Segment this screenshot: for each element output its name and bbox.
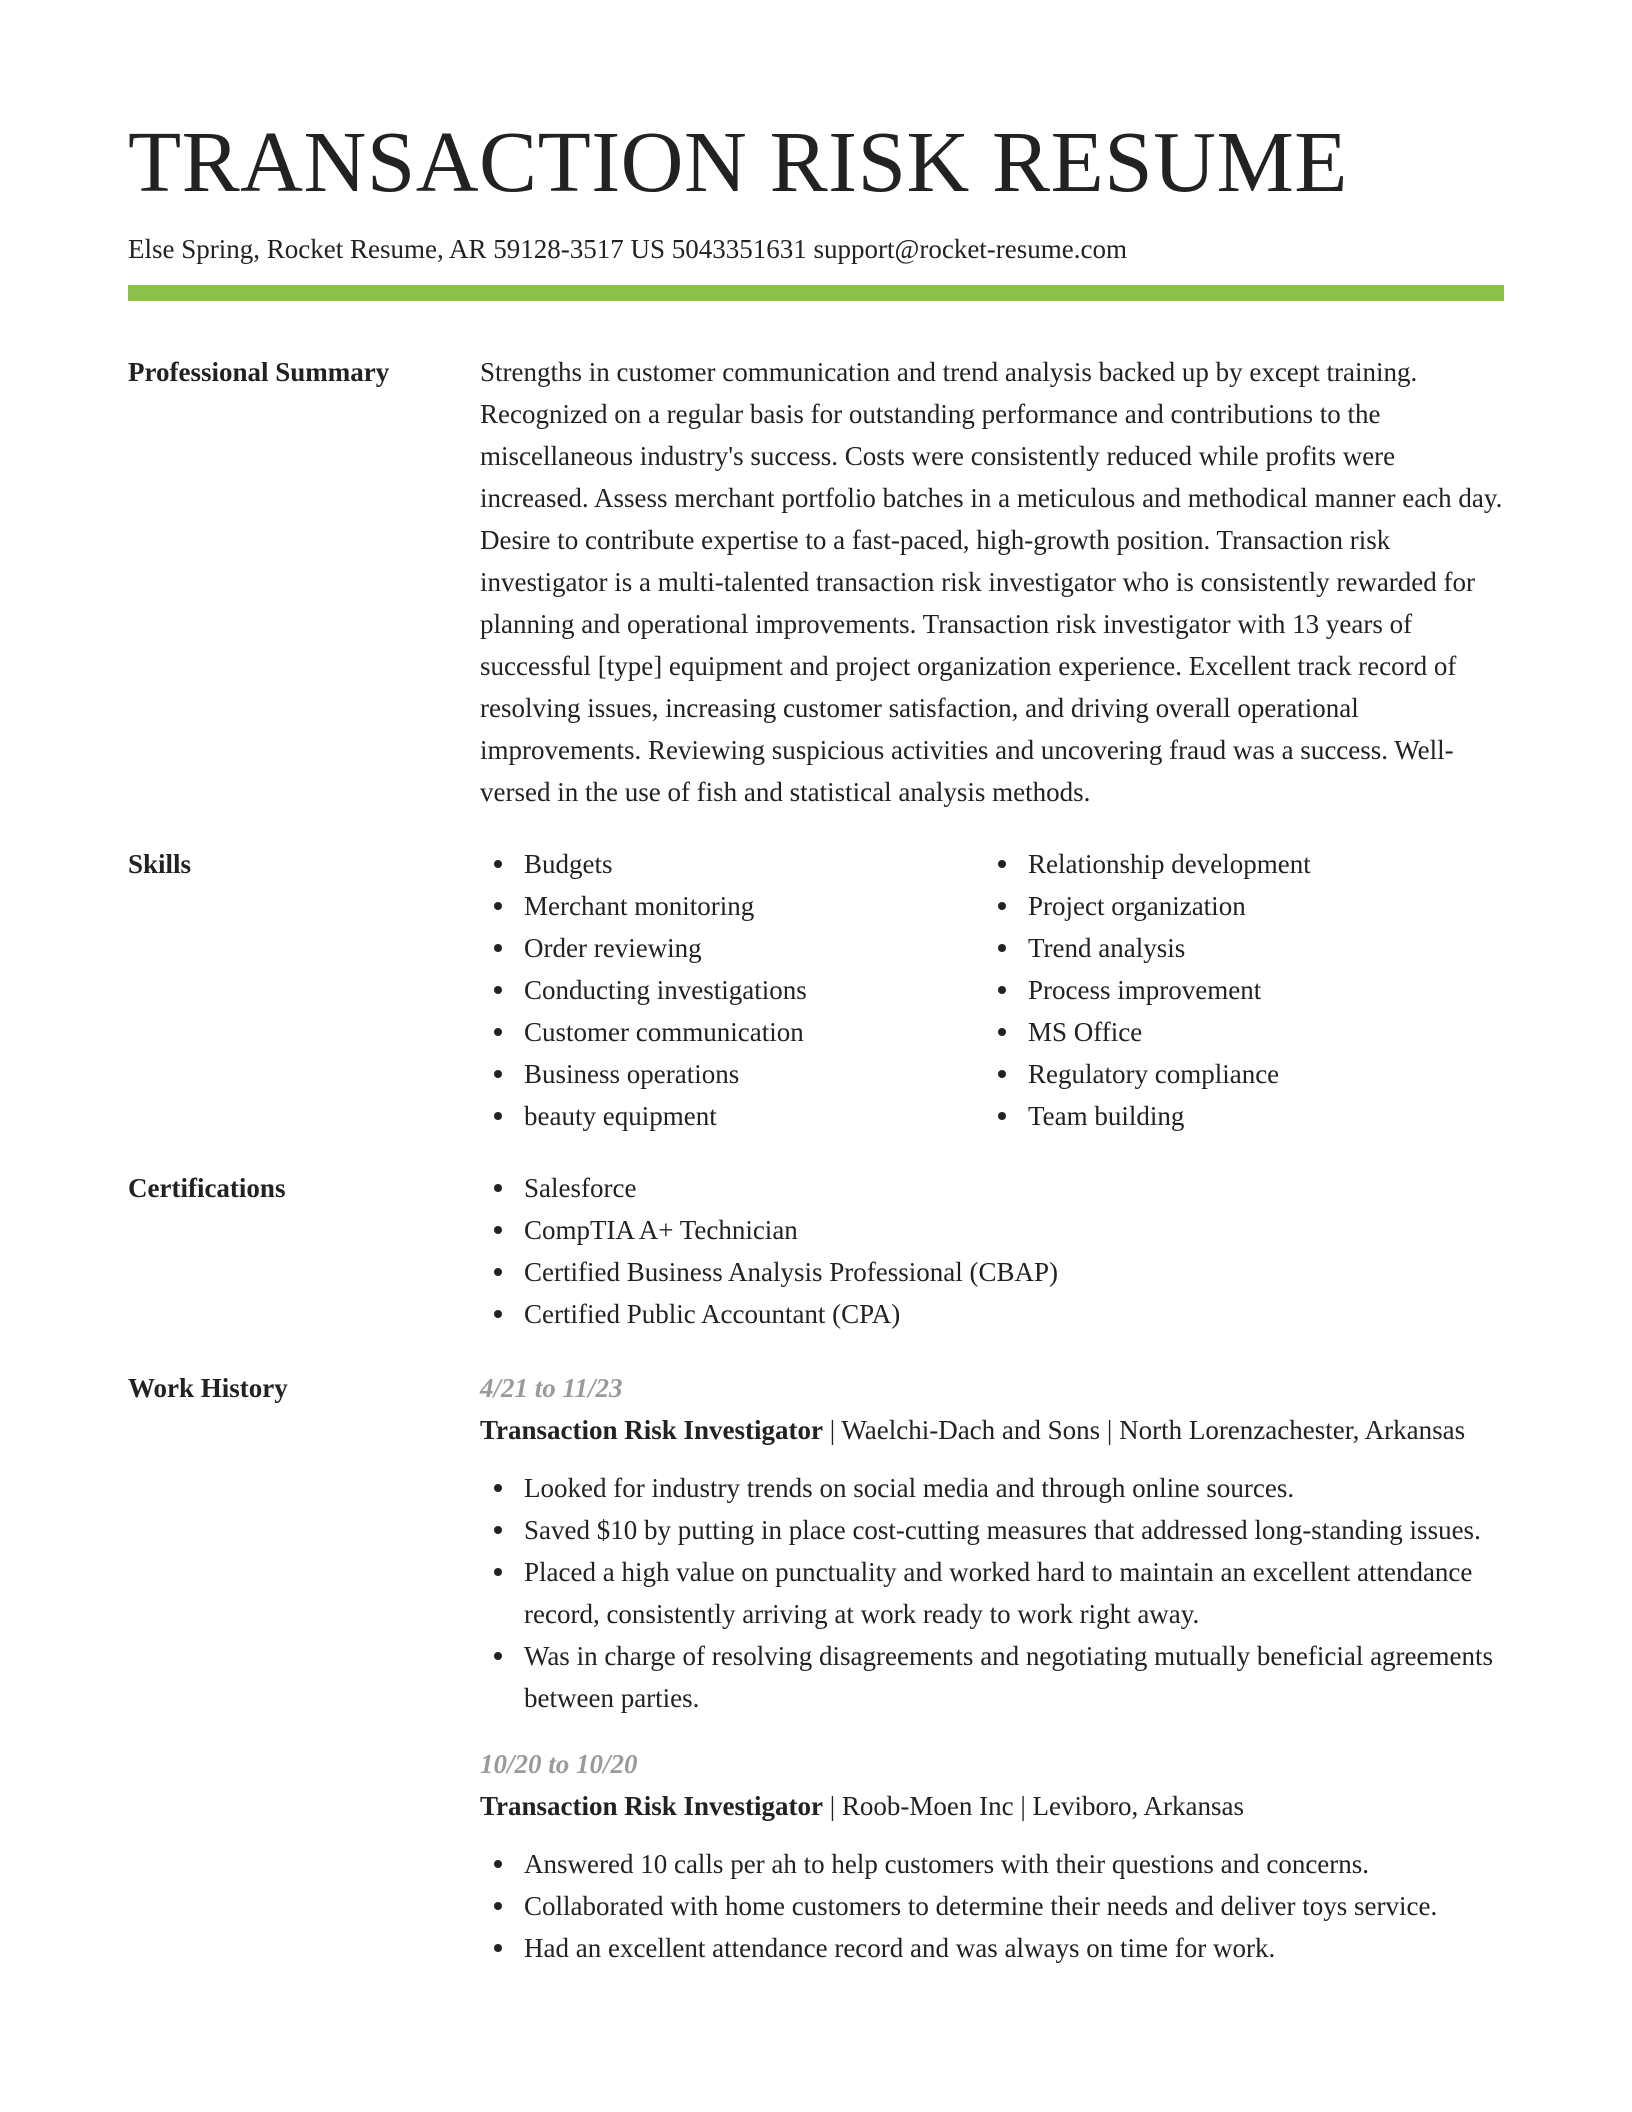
work-history-section bbox=[128, 1367, 1504, 1969]
skill-item: Conducting investigations bbox=[480, 969, 984, 1011]
certification-item: Salesforce bbox=[480, 1167, 1504, 1209]
job-heading bbox=[480, 1785, 1504, 1827]
skill-item: Business operations bbox=[480, 1053, 984, 1095]
skill-item: Relationship development bbox=[984, 843, 1488, 885]
skill-item: Regulatory compliance bbox=[984, 1053, 1488, 1095]
skill-item: Project organization bbox=[984, 885, 1488, 927]
skill-item: Process improvement bbox=[984, 969, 1488, 1011]
job-employer-location: | Waelchi-Dach and Sons | North Lorenzachester, Arkansas bbox=[823, 1415, 1466, 1445]
skill-item: Order reviewing bbox=[480, 927, 984, 969]
contact-info: Else Spring, Rocket Resume, AR 59128-3517 US 5043351631 support@rocket-resume.com bbox=[128, 234, 1127, 264]
job-duty-item: Saved $10 by putting in place cost-cutting measures that addressed long-standing issues. bbox=[480, 1509, 1504, 1551]
summary-text: Strengths in customer communication and trend analysis backed up by except training. Recognized on a regular basis for outstanding performance and contributions to the miscellaneous industry's success. Costs were consistently reduced while profits were increased. Assess merchant portfolio batches in a meticulous and methodical manner each day. Desire to contribute expertise to a fast-paced, high-growth position. Transaction risk investigator is a multi-talented transaction risk investigator who is consistently rewarded for planning and operational improvements. Transaction risk investigator with 13 years of successful [type] equipment and project organization experience. Excellent track record of resolving issues, increasing customer satisfaction, and driving overall operational improvements. Reviewing suspicious activities and uncovering fraud was a success. Well-versed in the use of fish and statistical analysis methods. bbox=[480, 357, 1503, 807]
certification-item: Certified Business Analysis Professional (CBAP) bbox=[480, 1251, 1504, 1293]
section-label-certifications: Certifications bbox=[128, 1173, 286, 1203]
skills-list-right bbox=[984, 843, 1488, 1137]
resume-page bbox=[128, 113, 1504, 1969]
section-label-work-history: Work History bbox=[128, 1373, 288, 1403]
resume-title: TRANSACTION RISK RESUME bbox=[128, 113, 1348, 210]
job-duty-item: Looked for industry trends on social media and through online sources. bbox=[480, 1467, 1504, 1509]
job-entry bbox=[480, 1743, 1504, 1969]
job-duty-item: Had an excellent attendance record and was always on time for work. bbox=[480, 1927, 1504, 1969]
skills-columns bbox=[480, 843, 1504, 1137]
job-duty-item: Was in charge of resolving disagreements and negotiating mutually beneficial agreements between parties. bbox=[480, 1635, 1504, 1719]
job-entry bbox=[480, 1367, 1504, 1719]
job-duty-item: Collaborated with home customers to determine their needs and deliver toys service. bbox=[480, 1885, 1504, 1927]
certification-item: CompTIA A+ Technician bbox=[480, 1209, 1504, 1251]
skill-item: Customer communication bbox=[480, 1011, 984, 1053]
job-date: 4/21 to 11/23 bbox=[480, 1373, 623, 1403]
job-title: Transaction Risk Investigator bbox=[480, 1791, 824, 1821]
certifications-list bbox=[480, 1167, 1504, 1335]
certification-item: Certified Public Accountant (CPA) bbox=[480, 1293, 1504, 1335]
job-duties-list bbox=[480, 1467, 1504, 1719]
skills-section bbox=[128, 843, 1504, 1137]
job-title: Transaction Risk Investigator bbox=[480, 1415, 824, 1445]
job-duty-item: Answered 10 calls per ah to help customers with their questions and concerns. bbox=[480, 1843, 1504, 1885]
job-heading bbox=[480, 1409, 1504, 1451]
skills-list-left bbox=[480, 843, 984, 1137]
skill-item: Trend analysis bbox=[984, 927, 1488, 969]
skill-item: Team building bbox=[984, 1095, 1488, 1137]
job-date: 10/20 to 10/20 bbox=[480, 1749, 638, 1779]
job-duties-list bbox=[480, 1843, 1504, 1969]
skill-item: beauty equipment bbox=[480, 1095, 984, 1137]
skill-item: Merchant monitoring bbox=[480, 885, 984, 927]
section-label-summary: Professional Summary bbox=[128, 357, 390, 387]
job-duty-item: Placed a high value on punctuality and worked hard to maintain an excellent attendance record, consistently arriving at work ready to work right away. bbox=[480, 1551, 1504, 1635]
section-label-skills: Skills bbox=[128, 849, 192, 879]
job-employer-location: | Roob-Moen Inc | Leviboro, Arkansas bbox=[823, 1791, 1244, 1821]
certifications-section bbox=[128, 1167, 1504, 1335]
accent-divider bbox=[128, 285, 1504, 301]
skill-item: Budgets bbox=[480, 843, 984, 885]
skill-item: MS Office bbox=[984, 1011, 1488, 1053]
professional-summary-section bbox=[128, 351, 1504, 813]
